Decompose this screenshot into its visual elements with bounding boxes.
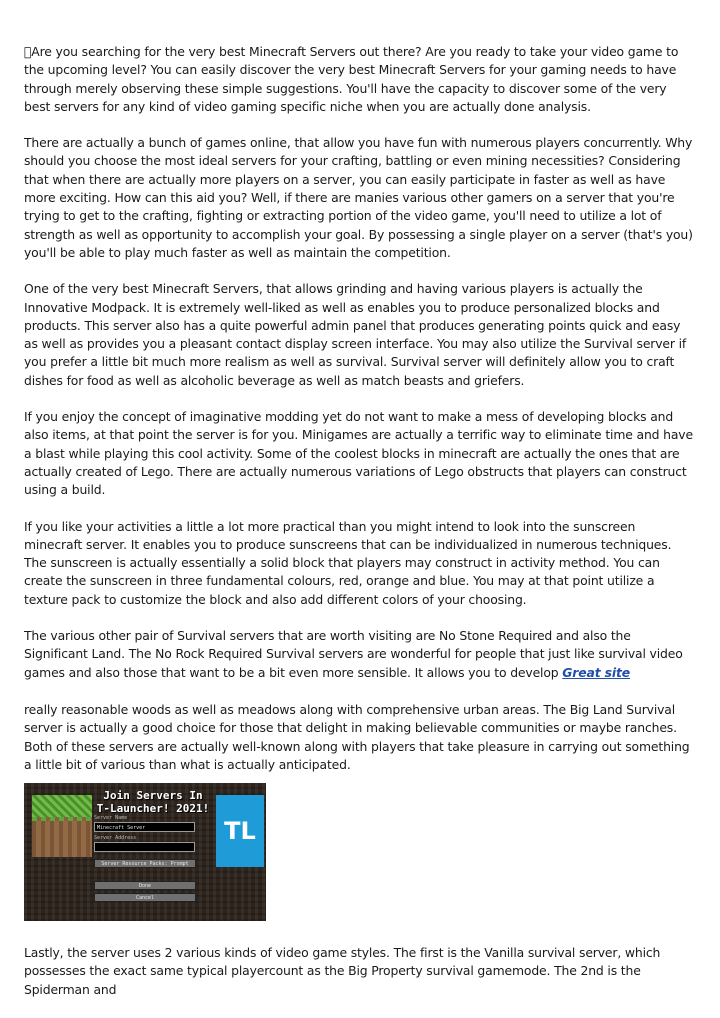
resource-packs-button: Server Resource Packs: Prompt [94, 859, 196, 868]
server-name-field: Minecraft Server [94, 822, 195, 832]
great-site-link[interactable]: Great site [562, 664, 631, 680]
paragraph-6-text: The various other pair of Survival servers that are worth visiting are No Stone Required and also the Significant Land. The No Rock Required Survival servers are wonderful for people that just like survival video games and also those that want to be a bit even more sensible. It allows you to develop [24, 628, 683, 680]
server-address-label: Server Address [94, 835, 137, 841]
server-address-field [94, 842, 195, 852]
article-continuation [24, 944, 696, 999]
paragraph-4: If you enjoy the concept of imaginative modding yet do not want to make a mess of developing blocks and also items, at that point the server is for you. Minigames are actually a terrific way to eliminate time and have a blast while playing this cool activity. Some of the coolest blocks in minecraft are actually the ones that are actually created of Lego. There are actually numerous variations of Lego obstructs that players can construct using a build. [24, 409, 693, 498]
paragraph-6 [24, 627, 696, 682]
image-title-line-1: Join Servers In [103, 789, 203, 802]
image-title-line-2: T-Launcher! 2021! [96, 802, 210, 815]
cancel-button: Cancel [94, 893, 196, 902]
paragraph-2: There are actually a bunch of games online, that allow you have fun with numerous players concurrently. Why should you choose the most ideal servers for your crafting, battling or even mining necessities? Considering that when there are actually more players on a server, you can easily participate in faster as well as have more exciting. How can this aid you? Well, if there are manies various other gamers on a server that you're trying to get to the crafting, fighting or extracting portion of the video game, you'll need to utilize a lot of strength as well as opportunity to accomplish your goal. By possessing a single player on a server (that's you) you'll be able to play much faster as well as maintain the competition. [24, 135, 693, 260]
done-button: Done [94, 881, 196, 890]
article-body [24, 43, 696, 792]
last-paragraph: Lastly, the server uses 2 various kinds of video game styles. The first is the Vanilla survival server, which possesses the exact same typical playercount as the Big Property survival gamemode. The 2nd is the Spiderman and [24, 945, 661, 997]
article-image [24, 783, 266, 921]
grass-block-icon [32, 795, 92, 857]
tl-logo: TL [216, 795, 264, 867]
image-title [96, 789, 210, 815]
paragraph-3: One of the very best Minecraft Servers, that allows grinding and having various players is actually the Innovative Modpack. It is extremely well-liked as well as enables you to produce personalized blocks and products. This server also has a quite powerful admin panel that produces generating points quick and easy as well as provides you a pleasant contact display screen interface. You may also utilize the Survival server if you prefer a little bit much more realism as well as survival. Survival server will definitely allow you to craft dishes for food as well as alcoholic beverage as well as match beasts and griefers. [24, 281, 687, 388]
paragraph-5: If you like your activities a little a lot more practical than you might intend to look into the sunscreen minecraft server. It enables you to produce sunscreens that can be individualized in numerous techniques. The sunscreen is actually essentially a solid block that players may construct in activity method. You can create the sunscreen in three fundamental colours, red, orange and blue. You may at that point utilize a texture pack to customize the block and also add different colors of your choosing. [24, 518, 672, 607]
paragraph-1:  Are you searching for the very best Minecraft Servers out there? Are you ready to take your video game to the upcoming level? You can easily discover the very best Minecraft Servers for your gaming needs to have through merely observing these simple suggestions. You'll have the capacity to discover some of the very best servers for any kind of video gaming specific niche when you are actually done analysis. [24, 44, 679, 114]
server-name-label: Server Name [94, 815, 128, 821]
paragraph-7: really reasonable woods as well as meadows along with comprehensive urban areas. The Big Land Survival server is actually a good choice for those that delight in making believable communities or maybe ranches. Both of these servers are actually well-known along with players that take pleasure in carrying out something a little bit of various than what is actually anticipated. [24, 701, 690, 772]
